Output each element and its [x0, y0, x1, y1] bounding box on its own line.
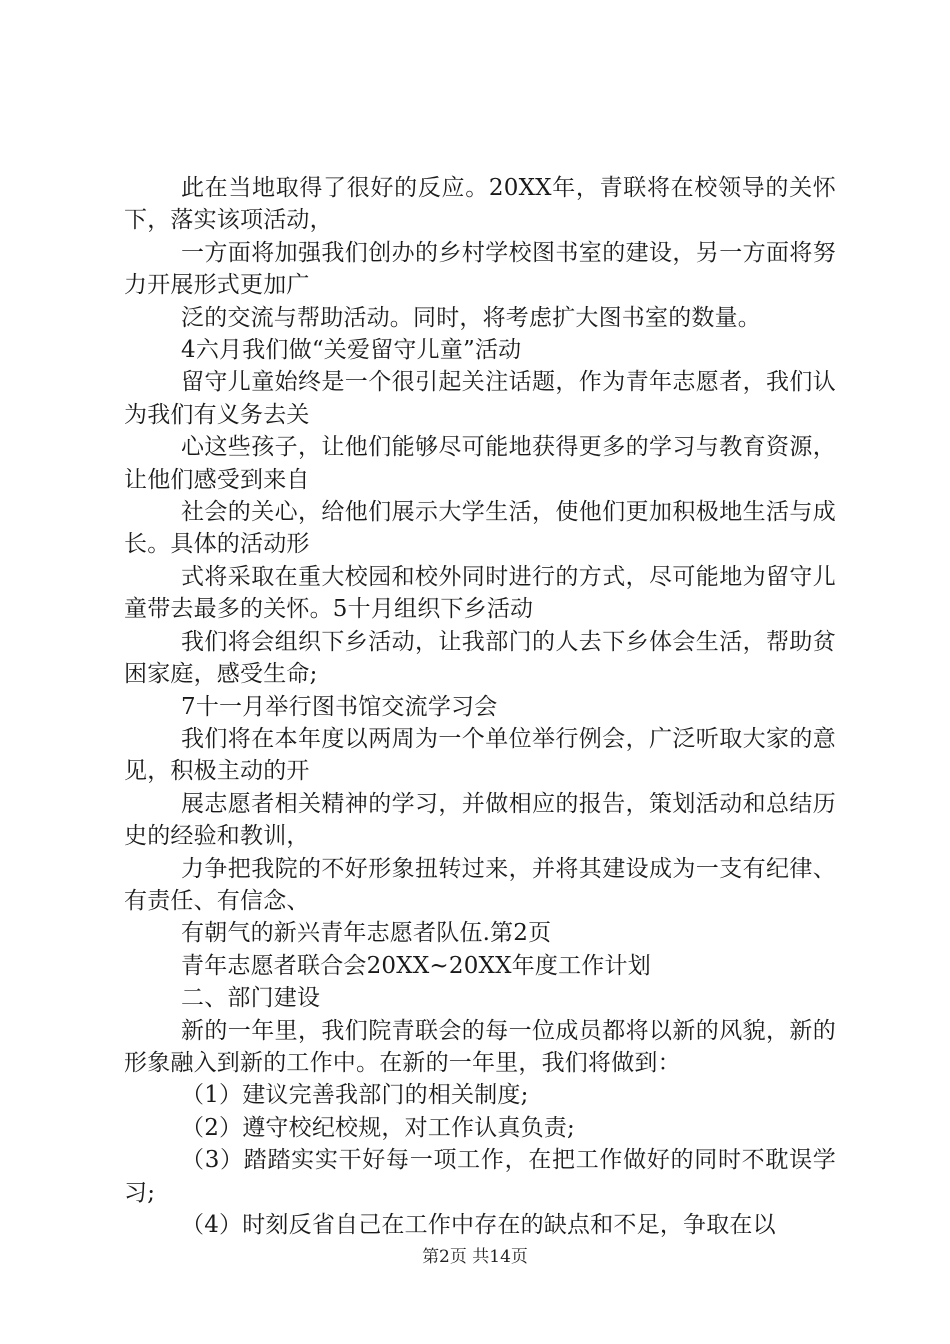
- paragraph: 展志愿者相关精神的学习，并做相应的报告，策划活动和总结历史的经验和教训，: [124, 790, 836, 850]
- paragraph: 力争把我院的不好形象扭转过来，并将其建设成为一支有纪律、有责任、有信念、: [124, 855, 836, 914]
- paragraph: 我们将在本年度以两周为一个单位举行例会，广泛听取大家的意见，积极主动的开: [124, 725, 836, 785]
- paragraph: 我们将会组织下乡活动，让我部门的人去下乡体会生活，帮助贫困家庭，感受生命;: [124, 628, 836, 688]
- paragraph: 式将采取在重大校园和校外同时进行的方式，尽可能地为留守儿童带去最多的关怀。5十月组织下乡活动: [124, 563, 836, 623]
- paragraph: 留守儿童始终是一个很引起关注话题，作为青年志愿者，我们认为我们有义务去关: [124, 369, 836, 428]
- document-title: 青年志愿者联合会20XX~20XX年度工作计划: [181, 952, 651, 979]
- list-item: （3）踏踏实实干好每一项工作，在把工作做好的同时不耽误学习;: [124, 1147, 836, 1206]
- section-heading: 二、部门建设: [181, 985, 321, 1012]
- paragraph: 此在当地取得了很好的反应。20XX年，青联将在校领导的关怀下，落实该项活动，: [124, 175, 836, 234]
- list-item: （1）建议完善我部门的相关制度;: [181, 1082, 529, 1109]
- paragraph: 社会的关心，给他们展示大学生活，使他们更加积极地生活与成长。具体的活动形: [124, 499, 836, 558]
- list-item: （4）时刻反省自己在工作中存在的缺点和不足，争取在以: [181, 1212, 776, 1238]
- paragraph: 一方面将加强我们创办的乡村学校图书室的建设，另一方面将努力开展形式更加广: [124, 239, 836, 299]
- page-footer: 第2页 共14页: [422, 1247, 528, 1267]
- list-item: （2）遵守校纪校规，对工作认真负责;: [181, 1114, 575, 1141]
- paragraph: 心这些孩子，让他们能够尽可能地获得更多的学习与教育资源，让他们感受到来自: [124, 434, 836, 493]
- document-body: [124, 172, 836, 1241]
- paragraph: 新的一年里，我们院青联会的每一位成员都将以新的风貌，新的形象融入到新的工作中。在新的一年里，我们将做到：: [124, 1017, 836, 1076]
- section-heading: 4六月我们做“关爱留守儿童”活动: [181, 337, 522, 364]
- paragraph: 泛的交流与帮助活动。同时，将考虑扩大图书室的数量。: [181, 304, 761, 331]
- section-heading: 7十一月举行图书馆交流学习会: [181, 693, 498, 720]
- paragraph: 有朝气的新兴青年志愿者队伍.第2页: [181, 920, 552, 947]
